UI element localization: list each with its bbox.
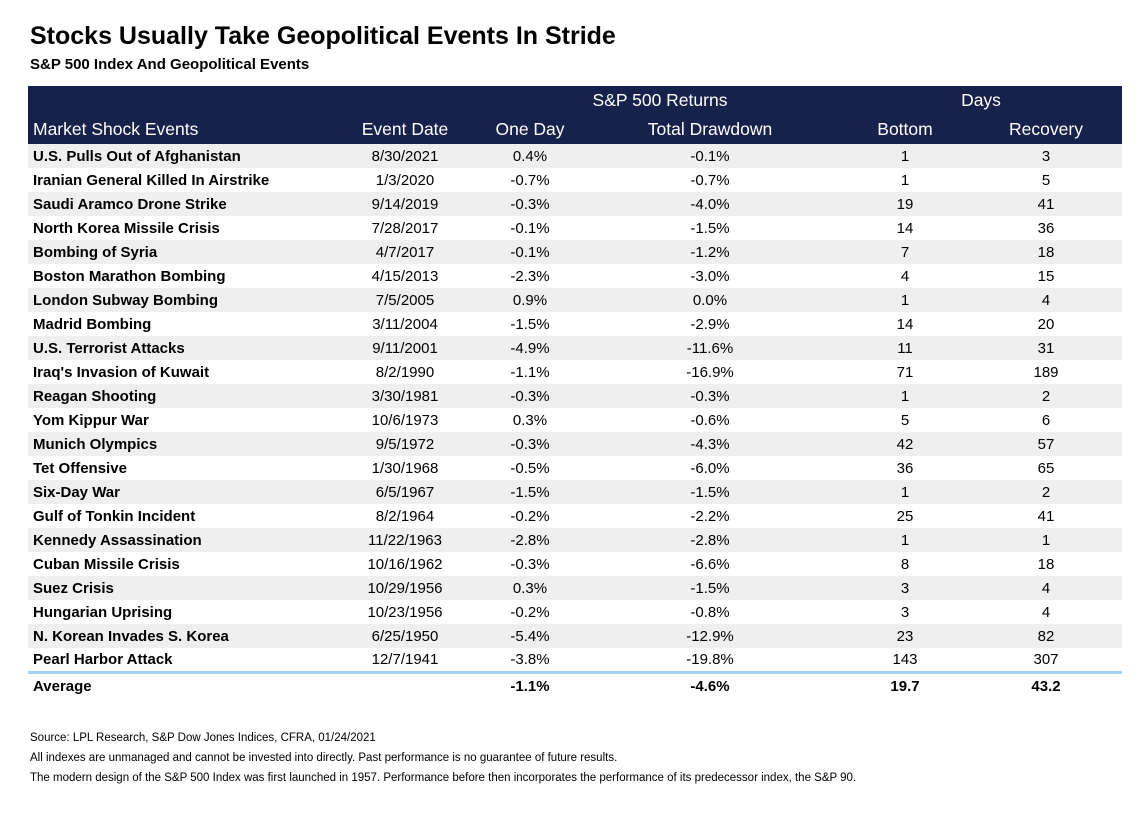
cell-bottom: 7 (900, 243, 910, 261)
cell-recovery: 36 (1037, 219, 1055, 237)
cell-event: Pearl Harbor Attack (33, 650, 173, 668)
cell-total-drawdown: -4.0% (690, 195, 730, 213)
cell-event: Suez Crisis (33, 579, 114, 597)
cell-recovery: 2 (1041, 483, 1051, 501)
column-header-row (28, 115, 1122, 144)
table-row (28, 264, 1122, 288)
cell-bottom: 143 (892, 650, 918, 668)
cell-one-day: -0.5% (510, 459, 550, 477)
table-row (28, 240, 1122, 264)
footnotes (30, 728, 1122, 788)
cell-bottom: 1 (900, 291, 910, 309)
cell-event: Bombing of Syria (33, 243, 158, 261)
table-row (28, 456, 1122, 480)
table-row (28, 216, 1122, 240)
cell-event-date: 8/30/2021 (371, 147, 439, 165)
cell-one-day: -4.9% (510, 339, 550, 357)
cell-recovery: 3 (1041, 147, 1051, 165)
cell-one-day: -0.1% (510, 243, 550, 261)
cell-total-drawdown: -0.3% (690, 387, 730, 405)
cell-event: Six-Day War (33, 483, 120, 501)
cell-recovery: 15 (1037, 267, 1055, 285)
cell-one-day: -3.8% (510, 650, 550, 668)
cell-event: U.S. Terrorist Attacks (33, 339, 185, 357)
cell-recovery: 65 (1037, 459, 1055, 477)
table-row (28, 432, 1122, 456)
cell-event: North Korea Missile Crisis (33, 219, 220, 237)
cell-bottom: 14 (896, 315, 914, 333)
cell-total-drawdown: -0.7% (690, 171, 730, 189)
cell-bottom: 19 (896, 195, 914, 213)
cell-recovery: 82 (1037, 627, 1055, 645)
cell-bottom: 25 (896, 507, 914, 525)
table-row (28, 576, 1122, 600)
cell-event: Munich Olympics (33, 435, 158, 453)
cell-one-day: -1.5% (510, 315, 550, 333)
cell-total-drawdown: -19.8% (686, 650, 734, 668)
cell-one-day: 0.4% (512, 147, 548, 165)
cell-event-date: 10/16/1962 (367, 555, 443, 573)
cell-total-drawdown: -1.5% (690, 483, 730, 501)
col-header-recovery: Recovery (970, 115, 1122, 144)
cell-bottom: 42 (896, 435, 914, 453)
cell-event-date: 6/5/1967 (375, 483, 435, 501)
cell-total-drawdown: -2.2% (690, 507, 730, 525)
cell-recovery: 307 (1033, 650, 1059, 668)
cell-recovery: 57 (1037, 435, 1055, 453)
col-header-bottom: Bottom (840, 115, 970, 144)
table-footer (28, 672, 1122, 699)
cell-event: Hungarian Uprising (33, 603, 173, 621)
cell-event-date: 10/6/1973 (371, 411, 439, 429)
cell-event: Saudi Aramco Drone Strike (33, 195, 227, 213)
cell-event: N. Korean Invades S. Korea (33, 627, 229, 645)
table-row (28, 600, 1122, 624)
cell-one-day: -2.8% (510, 531, 550, 549)
cell-event: Iranian General Killed In Airstrike (33, 171, 270, 189)
cell-total-drawdown: -12.9% (686, 627, 734, 645)
cell-event-date: 6/25/1950 (371, 627, 439, 645)
cell-event: Gulf of Tonkin Incident (33, 507, 196, 525)
cell-bottom: 1 (900, 531, 910, 549)
cell-bottom: 1 (900, 147, 910, 165)
cell-total-drawdown: -2.8% (690, 531, 730, 549)
page-title: Stocks Usually Take Geopolitical Events In Stride (30, 22, 616, 50)
cell-total-drawdown: -0.6% (690, 411, 730, 429)
cell-one-day: -1.1% (510, 363, 550, 381)
cell-one-day: -0.2% (510, 507, 550, 525)
average-row (28, 672, 1122, 699)
cell-recovery: 18 (1037, 243, 1055, 261)
average-total-drawdown: -4.6% (580, 672, 840, 699)
average-recovery: 43.2 (970, 672, 1122, 699)
average-label: Average (28, 672, 330, 699)
table-row (28, 360, 1122, 384)
cell-total-drawdown: -3.0% (690, 267, 730, 285)
cell-total-drawdown: -1.2% (690, 243, 730, 261)
cell-recovery: 4 (1041, 291, 1051, 309)
cell-total-drawdown: -1.5% (690, 579, 730, 597)
cell-one-day: -0.3% (510, 555, 550, 573)
table-row (28, 192, 1122, 216)
cell-one-day: 0.3% (512, 579, 548, 597)
cell-event-date: 10/23/1956 (367, 603, 443, 621)
cell-one-day: 0.3% (512, 411, 548, 429)
cell-recovery: 18 (1037, 555, 1055, 573)
cell-recovery: 2 (1041, 387, 1051, 405)
cell-event-date: 8/2/1964 (375, 507, 435, 525)
col-header-event-date: Event Date (330, 115, 480, 144)
cell-one-day: -0.3% (510, 387, 550, 405)
cell-total-drawdown: -6.0% (690, 459, 730, 477)
cell-bottom: 36 (896, 459, 914, 477)
col-header-one-day: One Day (480, 115, 580, 144)
cell-event-date: 4/7/2017 (375, 243, 435, 261)
cell-recovery: 4 (1041, 579, 1051, 597)
cell-bottom: 5 (900, 411, 910, 429)
cell-total-drawdown: -11.6% (686, 339, 734, 357)
table-row (28, 168, 1122, 192)
average-date (330, 672, 480, 699)
cell-bottom: 4 (900, 267, 910, 285)
geopolitical-events-table (28, 86, 1122, 699)
table-row (28, 312, 1122, 336)
table-row (28, 480, 1122, 504)
cell-event-date: 10/29/1956 (367, 579, 443, 597)
cell-recovery: 31 (1037, 339, 1055, 357)
table-row (28, 384, 1122, 408)
group-header-row (28, 86, 1122, 115)
cell-total-drawdown: -4.3% (690, 435, 730, 453)
cell-total-drawdown: -16.9% (686, 363, 734, 381)
cell-total-drawdown: 0.0% (692, 291, 728, 309)
cell-event-date: 8/2/1990 (375, 363, 435, 381)
cell-one-day: -1.5% (510, 483, 550, 501)
cell-recovery: 6 (1041, 411, 1051, 429)
cell-one-day: -2.3% (510, 267, 550, 285)
cell-event: London Subway Bombing (33, 291, 218, 309)
table-row (28, 624, 1122, 648)
table-row (28, 288, 1122, 312)
cell-total-drawdown: -0.1% (690, 147, 730, 165)
table-row (28, 504, 1122, 528)
cell-recovery: 5 (1041, 171, 1051, 189)
cell-bottom: 3 (900, 579, 910, 597)
cell-bottom: 8 (900, 555, 910, 573)
cell-event: Reagan Shooting (33, 387, 157, 405)
cell-bottom: 1 (900, 387, 910, 405)
cell-event: Iraq's Invasion of Kuwait (33, 363, 210, 381)
cell-one-day: 0.9% (512, 291, 548, 309)
cell-bottom: 71 (896, 363, 914, 381)
cell-event-date: 12/7/1941 (371, 650, 439, 668)
cell-total-drawdown: -6.6% (690, 555, 730, 573)
table-row (28, 648, 1122, 672)
table-row (28, 528, 1122, 552)
cell-event-date: 7/5/2005 (375, 291, 435, 309)
cell-recovery: 20 (1037, 315, 1055, 333)
table-header (28, 86, 1122, 144)
group-header-days: Days (840, 86, 1122, 115)
cell-event: Madrid Bombing (33, 315, 152, 333)
cell-one-day: -0.1% (510, 219, 550, 237)
cell-bottom: 14 (896, 219, 914, 237)
footnote-source: Source: LPL Research, S&P Dow Jones Indices, CFRA, 01/24/2021 (30, 732, 376, 744)
cell-event-date: 11/22/1963 (368, 531, 442, 549)
cell-bottom: 1 (900, 483, 910, 501)
cell-one-day: -0.7% (510, 171, 550, 189)
cell-recovery: 41 (1037, 507, 1055, 525)
cell-event-date: 1/3/2020 (375, 171, 435, 189)
cell-total-drawdown: -2.9% (690, 315, 730, 333)
cell-bottom: 1 (900, 171, 910, 189)
cell-event-date: 1/30/1968 (371, 459, 439, 477)
cell-event: Cuban Missile Crisis (33, 555, 180, 573)
cell-recovery: 4 (1041, 603, 1051, 621)
table-row (28, 144, 1122, 168)
cell-event-date: 3/30/1981 (371, 387, 439, 405)
cell-event-date: 9/5/1972 (375, 435, 435, 453)
cell-one-day: -0.3% (510, 435, 550, 453)
footnote-index-history: The modern design of the S&P 500 Index was first launched in 1957. Performance before then incorporates the performance of its predecessor index, the S&P 90. (30, 772, 857, 784)
cell-total-drawdown: -1.5% (690, 219, 730, 237)
cell-event: Yom Kippur War (33, 411, 149, 429)
cell-event: Tet Offensive (33, 459, 127, 477)
table-body (28, 144, 1122, 672)
group-header-returns: S&P 500 Returns (480, 86, 840, 115)
footnote-disclaimer: All indexes are unmanaged and cannot be invested into directly. Past performance is no guarantee of future results. (30, 752, 618, 764)
cell-recovery: 41 (1037, 195, 1055, 213)
cell-event-date: 3/11/2004 (372, 315, 438, 333)
cell-one-day: -0.3% (510, 195, 550, 213)
table-row (28, 408, 1122, 432)
average-bottom: 19.7 (840, 672, 970, 699)
cell-one-day: -5.4% (510, 627, 550, 645)
cell-event-date: 9/14/2019 (371, 195, 439, 213)
col-header-market-shock-events: Market Shock Events (28, 115, 330, 144)
group-header-spacer (28, 86, 480, 115)
cell-recovery: 1 (1041, 531, 1051, 549)
cell-event: Kennedy Assassination (33, 531, 202, 549)
cell-total-drawdown: -0.8% (690, 603, 730, 621)
col-header-total-drawdown: Total Drawdown (580, 115, 840, 144)
cell-event: U.S. Pulls Out of Afghanistan (33, 147, 241, 165)
cell-bottom: 23 (896, 627, 914, 645)
table-row (28, 552, 1122, 576)
cell-bottom: 11 (897, 339, 913, 357)
page-subtitle: S&P 500 Index And Geopolitical Events (30, 56, 310, 73)
cell-event-date: 9/11/2001 (372, 339, 438, 357)
table-row (28, 336, 1122, 360)
cell-event-date: 7/28/2017 (371, 219, 439, 237)
cell-event: Boston Marathon Bombing (33, 267, 226, 285)
cell-recovery: 189 (1033, 363, 1059, 381)
cell-one-day: -0.2% (510, 603, 550, 621)
cell-bottom: 3 (900, 603, 910, 621)
cell-event-date: 4/15/2013 (371, 267, 439, 285)
average-one-day: -1.1% (480, 672, 580, 699)
